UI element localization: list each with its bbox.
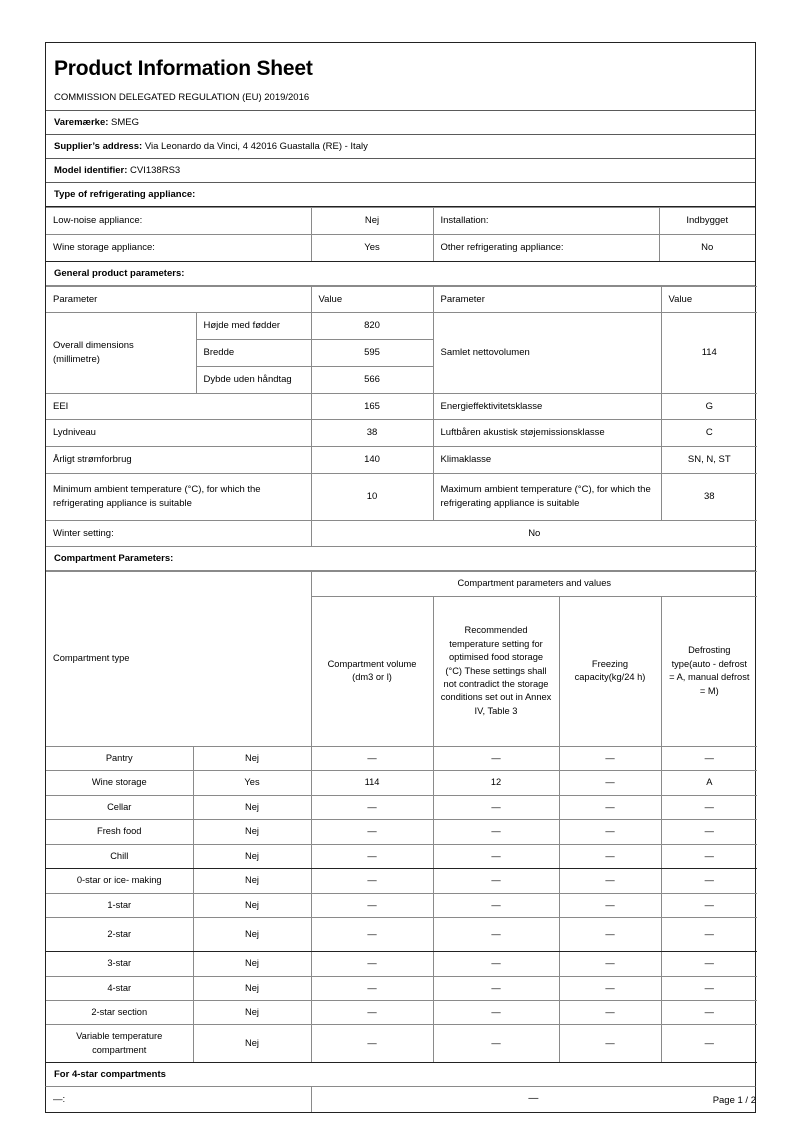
- compartment-present-cellar: Nej: [193, 795, 311, 819]
- type-of-appliance-table: [46, 207, 755, 262]
- noise-class-value: C: [661, 420, 757, 447]
- low-noise-label: Low-noise appliance:: [46, 208, 311, 235]
- general-section-heading: [46, 262, 755, 286]
- compartment-type-pantry: Pantry: [46, 746, 193, 770]
- dimension-value-depth: 566: [311, 366, 433, 393]
- compartment-section-heading: [46, 547, 755, 571]
- table-row: [46, 1000, 757, 1024]
- compartment-freezing-two-star: —: [559, 918, 661, 952]
- compartment-temperature-four-star: —: [433, 976, 559, 1000]
- model-value: CVI138RS3: [130, 165, 181, 177]
- compartment-present-fresh-food: Nej: [193, 820, 311, 844]
- col-header-value-1: Value: [311, 286, 433, 313]
- compartment-type-fresh-food: Fresh food: [46, 820, 193, 844]
- table-row: [46, 420, 757, 447]
- four-star-heading: For 4-star compartments: [45, 1063, 756, 1087]
- compartment-freezing-cellar: —: [559, 795, 661, 819]
- min-ambient-temp-value: 10: [311, 473, 433, 520]
- compartment-present-three-star: Nej: [193, 952, 311, 976]
- compartment-freezing-zero-star: —: [559, 869, 661, 893]
- page-number: Page 1 / 2: [712, 1095, 756, 1106]
- compartment-temperature-pantry: —: [433, 746, 559, 770]
- compartment-freezing-chill: —: [559, 844, 661, 868]
- compartment-present-zero-star: Nej: [193, 869, 311, 893]
- table-row: [46, 869, 757, 893]
- table-row: [46, 208, 755, 235]
- compartment-defrost-four-star: —: [661, 976, 757, 1000]
- defrosting-type-header: Defrosting type(auto - defrost = A, manual defrost = M): [661, 596, 757, 746]
- col-header-parameter-1: Parameter: [46, 286, 311, 313]
- climate-class-label: Klimaklasse: [433, 447, 661, 474]
- four-star-table: [46, 1087, 755, 1112]
- compartment-volume-fresh-food: —: [311, 820, 433, 844]
- recommended-temperature-header: Recommended temperature setting for optimised food storage (°C) These settings shall not contradict the storage conditions set out in Annex IV, Table 3: [433, 596, 559, 746]
- compartment-volume-chill: —: [311, 844, 433, 868]
- min-ambient-temp-label: Minimum ambient temperature (°C), for which the refrigerating appliance is suitable: [46, 473, 311, 520]
- col-header-parameter-2: Parameter: [433, 286, 661, 313]
- compartment-type-chill: Chill: [46, 844, 193, 868]
- compartment-freezing-three-star: —: [559, 952, 661, 976]
- table-row: [46, 918, 757, 952]
- eei-label: EEI: [46, 393, 311, 420]
- dimension-name-height: Højde med fødder: [196, 313, 311, 340]
- table-header-row: [46, 572, 757, 596]
- compartment-volume-header: Compartment volume (dm3 or l): [311, 596, 433, 746]
- compartment-present-one-star: Nej: [193, 893, 311, 917]
- total-net-volume-label: Samlet nettovolumen: [433, 313, 661, 393]
- table-row: [46, 393, 757, 420]
- compartment-volume-four-star: —: [311, 976, 433, 1000]
- other-refrigerating-label: Other refrigerating appliance:: [433, 234, 659, 261]
- regulation-line: COMMISSION DELEGATED REGULATION (EU) 2019/2016: [46, 86, 755, 111]
- compartment-freezing-wine-storage: —: [559, 771, 661, 795]
- compartment-heading-text: Compartment Parameters:: [54, 553, 174, 565]
- compartment-present-wine-storage: Yes: [193, 771, 311, 795]
- energy-class-label: Energieffektivitetsklasse: [433, 393, 661, 420]
- compartment-freezing-four-star: —: [559, 976, 661, 1000]
- compartment-temperature-variable: —: [433, 1025, 559, 1063]
- compartment-freezing-one-star: —: [559, 893, 661, 917]
- model-label: Model identifier:: [54, 165, 128, 177]
- compartment-parameters-table: [46, 571, 757, 1063]
- max-ambient-temp-value: 38: [661, 473, 757, 520]
- compartment-volume-cellar: —: [311, 795, 433, 819]
- other-refrigerating-value: No: [659, 234, 755, 261]
- compartment-present-four-star: Nej: [193, 976, 311, 1000]
- table-row: [46, 447, 757, 474]
- general-parameters-table: [46, 286, 757, 548]
- compartment-type-zero-star: 0-star or ice- making: [46, 869, 193, 893]
- compartment-volume-pantry: —: [311, 746, 433, 770]
- general-heading-text: General product parameters:: [54, 267, 185, 279]
- compartment-freezing-pantry: —: [559, 746, 661, 770]
- compartment-temperature-fresh-food: —: [433, 820, 559, 844]
- dimension-value-width: 595: [311, 340, 433, 367]
- compartment-present-two-star-section: Nej: [193, 1000, 311, 1024]
- table-row: [46, 313, 757, 340]
- noise-level-value: 38: [311, 420, 433, 447]
- type-section-heading: [46, 183, 755, 207]
- title-row: [46, 43, 755, 86]
- product-information-sheet: [45, 42, 756, 1113]
- table-row: [46, 1087, 755, 1112]
- climate-class-value: SN, N, ST: [661, 447, 757, 474]
- compartment-values-group-header: Compartment parameters and values: [311, 572, 757, 596]
- compartment-defrost-pantry: —: [661, 746, 757, 770]
- compartment-temperature-cellar: —: [433, 795, 559, 819]
- dimension-name-depth: Dybde uden håndtag: [196, 366, 311, 393]
- compartment-freezing-fresh-food: —: [559, 820, 661, 844]
- compartment-volume-two-star-section: —: [311, 1000, 433, 1024]
- compartment-present-chill: Nej: [193, 844, 311, 868]
- table-row: [46, 1025, 757, 1063]
- col-header-value-2: Value: [661, 286, 757, 313]
- low-noise-value: Nej: [311, 208, 433, 235]
- compartment-defrost-two-star-section: —: [661, 1000, 757, 1024]
- compartment-present-pantry: Nej: [193, 746, 311, 770]
- table-row: [46, 952, 757, 976]
- compartment-defrost-one-star: —: [661, 893, 757, 917]
- table-row: [46, 234, 755, 261]
- compartment-type-two-star-section: 2-star section: [46, 1000, 193, 1024]
- compartment-type-one-star: 1-star: [46, 893, 193, 917]
- annual-consumption-value: 140: [311, 447, 433, 474]
- compartment-temperature-one-star: —: [433, 893, 559, 917]
- compartment-temperature-wine-storage: 12: [433, 771, 559, 795]
- supplier-label: Supplier’s address:: [54, 141, 143, 153]
- compartment-type-four-star: 4-star: [46, 976, 193, 1000]
- model-row: [46, 159, 755, 183]
- brand-row: [46, 111, 755, 135]
- brand-value: SMEG: [111, 117, 140, 129]
- compartment-temperature-chill: —: [433, 844, 559, 868]
- compartment-volume-one-star: —: [311, 893, 433, 917]
- document-frame: [45, 42, 756, 1063]
- compartment-type-three-star: 3-star: [46, 952, 193, 976]
- compartment-temperature-three-star: —: [433, 952, 559, 976]
- compartment-defrost-wine-storage: A: [661, 771, 757, 795]
- table-row: [46, 795, 757, 819]
- wine-storage-appliance-value: Yes: [311, 234, 433, 261]
- table-row: [46, 746, 757, 770]
- compartment-volume-three-star: —: [311, 952, 433, 976]
- compartment-freezing-two-star-section: —: [559, 1000, 661, 1024]
- eei-value: 165: [311, 393, 433, 420]
- overall-dimensions-line1: Overall dimensions: [53, 340, 134, 352]
- compartment-present-variable: Nej: [193, 1025, 311, 1063]
- compartment-type-variable: Variable temperature compartment: [46, 1025, 193, 1063]
- compartment-defrost-two-star: —: [661, 918, 757, 952]
- compartment-type-header: Compartment type: [46, 572, 311, 746]
- table-row: [46, 520, 757, 547]
- noise-level-label: Lydniveau: [46, 420, 311, 447]
- table-row: [46, 844, 757, 868]
- compartment-present-two-star: Nej: [193, 918, 311, 952]
- four-star-label: —:: [46, 1087, 311, 1112]
- page-title: Product Information Sheet: [54, 57, 313, 80]
- installation-label: Installation:: [433, 208, 659, 235]
- compartment-type-wine-storage: Wine storage: [46, 771, 193, 795]
- compartment-temperature-two-star-section: —: [433, 1000, 559, 1024]
- compartment-defrost-chill: —: [661, 844, 757, 868]
- wine-storage-appliance-label: Wine storage appliance:: [46, 234, 311, 261]
- overall-dimensions-label: [46, 313, 196, 393]
- max-ambient-temp-label: Maximum ambient temperature (°C), for which the refrigerating appliance is suitable: [433, 473, 661, 520]
- compartment-defrost-variable: —: [661, 1025, 757, 1063]
- overall-dimensions-line2: (millimetre): [53, 354, 100, 366]
- table-row: [46, 771, 757, 795]
- brand-label: Varemærke:: [54, 117, 109, 129]
- compartment-volume-wine-storage: 114: [311, 771, 433, 795]
- compartment-defrost-zero-star: —: [661, 869, 757, 893]
- dimension-name-width: Bredde: [196, 340, 311, 367]
- compartment-defrost-fresh-food: —: [661, 820, 757, 844]
- compartment-temperature-two-star: —: [433, 918, 559, 952]
- compartment-defrost-three-star: —: [661, 952, 757, 976]
- compartment-temperature-zero-star: —: [433, 869, 559, 893]
- supplier-value: Via Leonardo da Vinci, 4 42016 Guastalla (RE) - Italy: [144, 141, 368, 153]
- noise-class-label: Luftbåren akustisk støjemissionsklasse: [433, 420, 661, 447]
- compartment-volume-two-star: —: [311, 918, 433, 952]
- four-star-row: [45, 1087, 756, 1113]
- compartment-volume-variable: —: [311, 1025, 433, 1063]
- installation-value: Indbygget: [659, 208, 755, 235]
- compartment-volume-zero-star: —: [311, 869, 433, 893]
- winter-setting-label: Winter setting:: [46, 520, 311, 547]
- four-star-value: —: [528, 1093, 539, 1105]
- compartment-type-two-star: 2-star: [46, 918, 193, 952]
- compartment-defrost-cellar: —: [661, 795, 757, 819]
- annual-consumption-label: Årligt strømforbrug: [46, 447, 311, 474]
- type-heading-text: Type of refrigerating appliance:: [54, 189, 196, 201]
- table-row: [46, 893, 757, 917]
- compartment-type-cellar: Cellar: [46, 795, 193, 819]
- total-net-volume-value: 114: [661, 313, 757, 393]
- compartment-freezing-variable: —: [559, 1025, 661, 1063]
- energy-class-value: G: [661, 393, 757, 420]
- table-row: [46, 820, 757, 844]
- table-row: [46, 473, 757, 520]
- freezing-capacity-header: Freezing capacity(kg/24 h): [559, 596, 661, 746]
- table-row: [46, 976, 757, 1000]
- table-header-row: [46, 286, 757, 313]
- supplier-row: [46, 135, 755, 159]
- winter-setting-value: No: [311, 520, 757, 547]
- dimension-value-height: 820: [311, 313, 433, 340]
